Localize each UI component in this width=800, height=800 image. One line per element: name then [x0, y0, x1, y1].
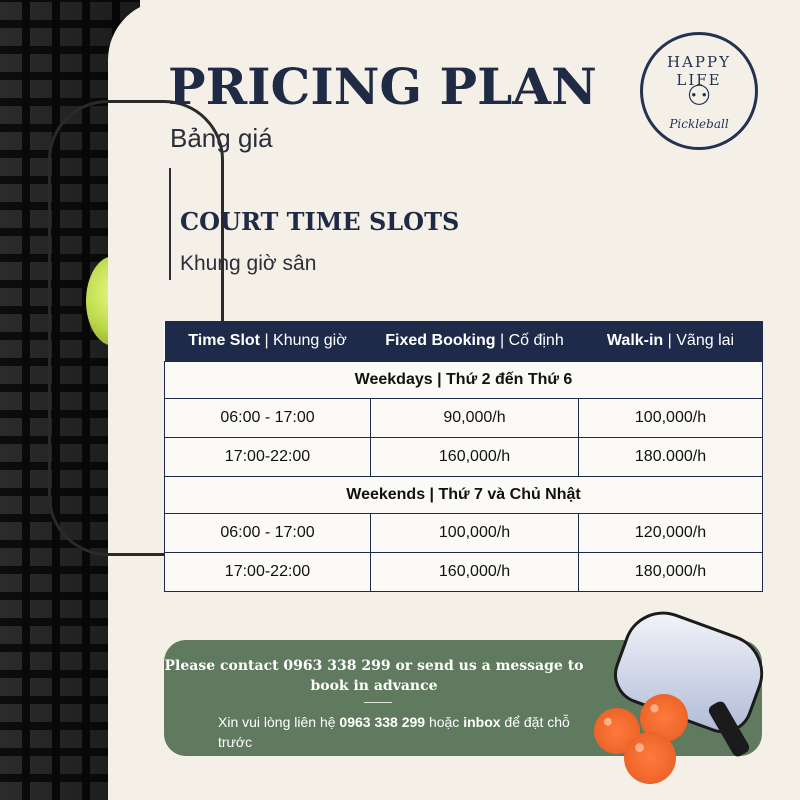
time-slot-cell: 17:00-22:00: [165, 553, 371, 592]
table-row: [165, 514, 763, 553]
group-row-weekends: [165, 477, 763, 514]
walkin-price-cell: 180.000/h: [579, 438, 763, 477]
time-slot-cell: 17:00-22:00: [165, 438, 371, 477]
walkin-price-cell: 100,000/h: [579, 399, 763, 438]
header-time-slot: Time Slot | Khung giờ: [165, 321, 371, 362]
fixed-price-cell: 160,000/h: [371, 438, 579, 477]
contact-inbox: inbox: [463, 714, 501, 730]
time-slot-cell: 06:00 - 17:00: [165, 399, 371, 438]
table-row: [165, 553, 763, 592]
time-slot-cell: 06:00 - 17:00: [165, 514, 371, 553]
contact-divider: [364, 702, 392, 703]
section-title: COURT TIME SLOTS: [180, 207, 460, 236]
table-row: [165, 399, 763, 438]
page-title: PRICING PLAN: [168, 57, 597, 116]
fixed-price-cell: 90,000/h: [371, 399, 579, 438]
contact-english: Please contact 0963 338 299 or send us a message to book in advance: [164, 658, 584, 694]
walkin-price-cell: 120,000/h: [579, 514, 763, 553]
contact-vietnamese: Xin vui lòng liên hệ 0963 338 299 hoặc inbox để đặt chỗ trước: [218, 714, 570, 750]
table-header-row: [165, 321, 763, 362]
group-row-weekdays: [165, 362, 763, 399]
pricing-table: [164, 321, 763, 592]
table-row: [165, 438, 763, 477]
logo-top-text: HAPPY LIFE: [666, 53, 731, 89]
group-label: Weekends | Thứ 7 và Chủ Nhật: [165, 477, 763, 514]
group-label: Weekdays | Thứ 2 đến Thứ 6: [165, 362, 763, 399]
section-divider: [169, 168, 171, 280]
contact-phone: 0963 338 299: [339, 714, 426, 730]
fixed-price-cell: 160,000/h: [371, 553, 579, 592]
header-walk-in: Walk-in | Vãng lai: [579, 321, 763, 362]
walkin-price-cell: 180,000/h: [579, 553, 763, 592]
header-fixed-booking: Fixed Booking | Cố định: [371, 321, 579, 362]
fixed-price-cell: 100,000/h: [371, 514, 579, 553]
happy-life-logo: [640, 32, 758, 150]
logo-bottom-text: Pickleball: [669, 117, 729, 131]
page-subtitle: Bảng giá: [170, 123, 273, 153]
players-icon: ⚇: [686, 80, 712, 111]
section-subtitle: Khung giờ sân: [180, 252, 317, 275]
orange-ball-icon: [624, 732, 676, 784]
